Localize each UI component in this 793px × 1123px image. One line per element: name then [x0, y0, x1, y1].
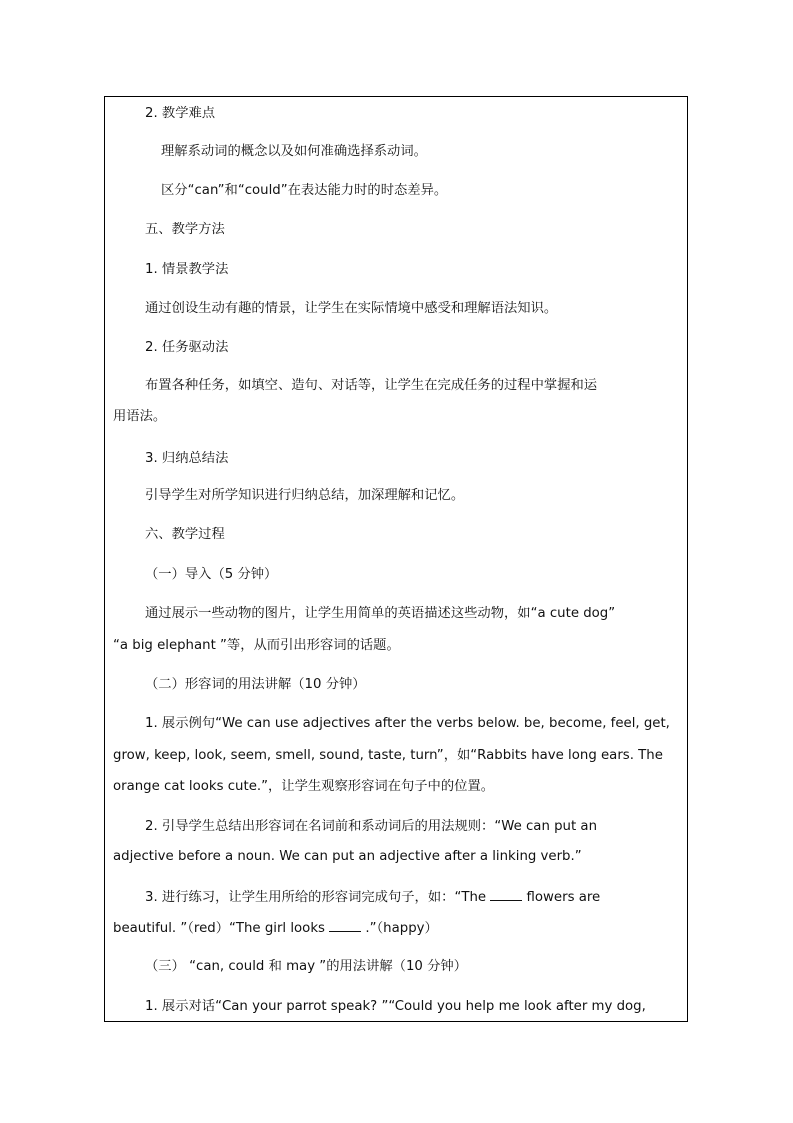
method-3-title: 3. 归纳总结法: [145, 451, 229, 466]
method-3-text: 引导学生对所学知识进行归纳总结，加深理解和记忆。: [145, 488, 465, 503]
step-2-item-2-line1: 2. 引导学生总结出形容词在名词前和系动词后的用法规则：“We can put an: [145, 819, 597, 834]
difficulty-item-2: 区分“can”和“could”在表达能力时的时态差异。: [161, 183, 448, 198]
exercise-prompt-part3: beautiful. ”（red）“The girl looks: [113, 921, 325, 936]
heading-teaching-process: 六、教学过程: [145, 527, 225, 542]
method-2-text-line2: 用语法。: [113, 409, 167, 424]
method-2-text-line1: 布置各种任务，如填空、造句、对话等，让学生在完成任务的过程中掌握和运: [145, 378, 598, 393]
process-step-1-text-line2: “a big elephant ”等，从而引出形容词的话题。: [113, 638, 400, 653]
process-step-2-title: （二）形容词的用法讲解（10 分钟）: [145, 677, 366, 692]
step-2-item-1-line2: grow, keep, look, seem, smell, sound, taste, turn”，如“Rabbits have long ears. The: [113, 748, 663, 763]
step-2-item-3-line1: [145, 888, 600, 907]
method-1-title: 1. 情景教学法: [145, 262, 229, 277]
step-2-item-1-line1: 1. 展示例句“We can use adjectives after the verbs below. be, become, feel, get,: [145, 716, 670, 731]
fill-blank-2: [329, 919, 361, 932]
step-3-item-1-line1: 1. 展示对话“Can your parrot speak? ”“Could you help me look after my dog,: [145, 999, 646, 1014]
difficulty-item-1: 理解系动词的概念以及如何准确选择系动词。: [161, 144, 427, 159]
heading-teaching-methods: 五、教学方法: [145, 222, 225, 237]
process-step-1-text-line1: 通过展示一些动物的图片，让学生用简单的英语描述这些动物，如“a cute dog”: [145, 606, 616, 621]
step-2-item-3-line2: [113, 919, 438, 938]
fill-blank-1: [490, 888, 522, 901]
method-2-title: 2. 任务驱动法: [145, 340, 229, 355]
exercise-prompt-part1: 3. 进行练习，让学生用所给的形容词完成句子，如：“The: [145, 890, 487, 905]
step-2-item-1-line3: orange cat looks cute.”，让学生观察形容词在句子中的位置。: [113, 779, 495, 794]
step-2-item-2-line2: adjective before a noun. We can put an adjective after a linking verb.”: [113, 849, 582, 864]
process-step-1-title: （一）导入（5 分钟）: [145, 567, 278, 582]
exercise-prompt-part2: flowers are: [526, 890, 601, 905]
heading-teaching-difficulty: 2. 教学难点: [145, 106, 216, 121]
process-step-3-title: （三） “can, could 和 may ”的用法讲解（10 分钟）: [145, 959, 468, 974]
document-table-cell: [104, 96, 688, 1022]
exercise-prompt-part4: .”（happy）: [365, 921, 438, 936]
method-1-text: 通过创设生动有趣的情景，让学生在实际情境中感受和理解语法知识。: [145, 301, 558, 316]
